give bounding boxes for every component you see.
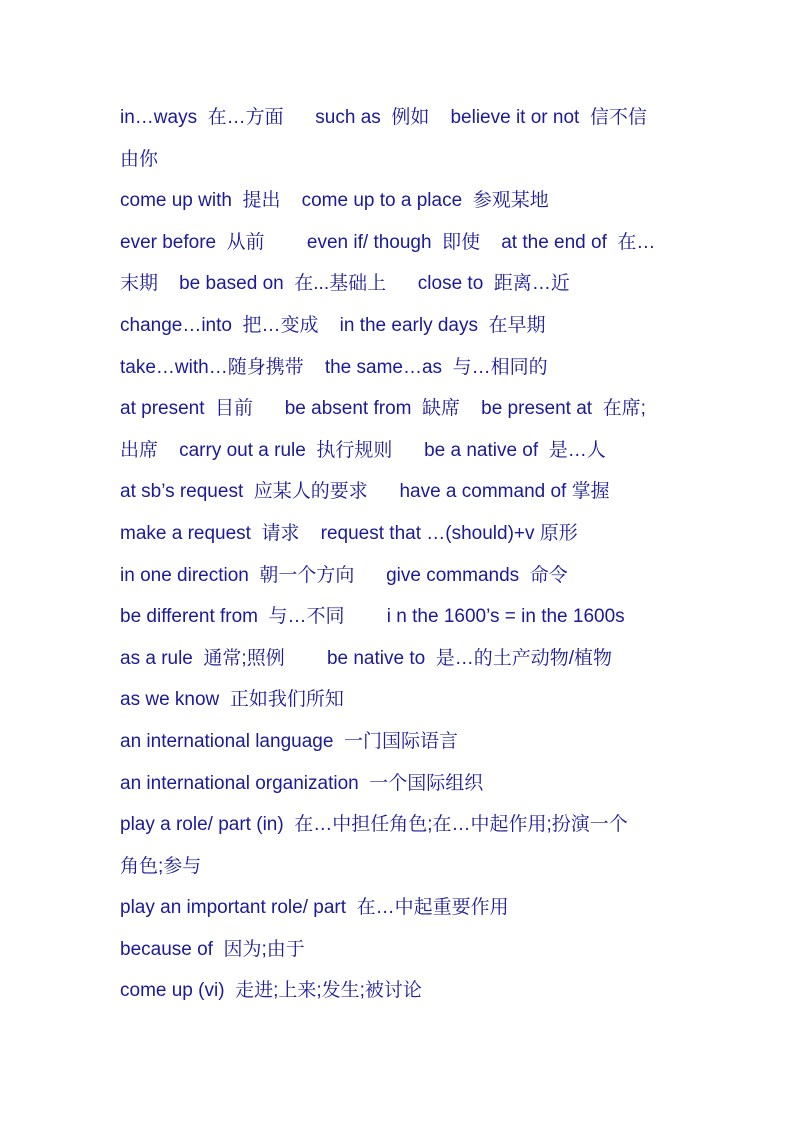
text-line-22: come up (vi) 走进;上来;发生;被讨论 bbox=[120, 980, 422, 1002]
text-line-5: 末期 be based on 在...基础上 close to 距离…近 bbox=[120, 273, 570, 295]
text-line-13: be different from 与…不同 i n the 1600’s = in the 1600s bbox=[120, 606, 625, 628]
text-line-2: 由你 bbox=[120, 148, 159, 170]
text-line-20: play an important role/ part 在…中起重要作用 bbox=[120, 897, 509, 919]
text-line-16: an international language 一门国际语言 bbox=[120, 730, 458, 752]
text-line-14: as a rule 通常;照例 be native to 是…的土产动物/植物 bbox=[120, 647, 613, 669]
text-line-3: come up with 提出 come up to a place 参观某地 bbox=[120, 190, 549, 212]
text-line-4: ever before 从前 even if/ though 即使 at the end of 在… bbox=[120, 231, 656, 253]
text-line-7: take…with…随身携带 the same…as 与…相同的 bbox=[120, 356, 548, 378]
text-line-8: at present 目前 be absent from 缺席 be present at 在席; bbox=[120, 398, 646, 420]
text-line-1: in…ways 在…方面 such as 例如 believe it or not 信不信 bbox=[120, 107, 647, 128]
text-line-6: change…into 把…变成 in the early days 在早期 bbox=[120, 314, 546, 336]
text-line-12: in one direction 朝一个方向 give commands 命令 bbox=[120, 564, 568, 586]
text-line-17: an international organization 一个国际组织 bbox=[120, 772, 484, 794]
text-line-9: 出席 carry out a rule 执行规则 be a native of 是…人 bbox=[120, 439, 606, 461]
text-line-10: at sb’s request 应某人的要求 have a command of 掌握 bbox=[120, 481, 610, 503]
text-line-11: make a request 请求 request that …(should)+v 原形 bbox=[120, 522, 578, 544]
text-line-21: because of 因为;由于 bbox=[120, 938, 305, 960]
text-line-18: play a role/ part (in) 在…中担任角色;在…中起作用;扮演一个 bbox=[120, 814, 628, 836]
vocabulary-list bbox=[120, 97, 700, 1012]
text-line-19: 角色;参与 bbox=[120, 855, 202, 877]
text-line-15: as we know 正如我们所知 bbox=[120, 689, 344, 711]
